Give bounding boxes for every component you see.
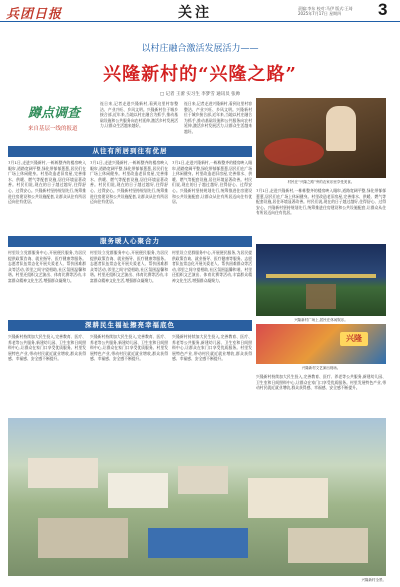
- section-title: 关注: [178, 5, 212, 21]
- section-3-col-3: 兴隆新村持续加大民生投入,完善教育、医疗、养老等公共服务,新建幼儿园、卫生室和日间照料中心,让群众在家门口享受优质服务。村里发展特色产业,带动村民就近就业增收,群众获得感、幸福感、安全感不断提升。: [172, 334, 252, 362]
- caption-4: 兴隆新村全景。: [361, 578, 386, 582]
- section-1-col-3: 7月1日,走进兴隆新村,一栋栋整齐的楼房映入眼帘,道路宽阔平整,绿化带郁郁葱葱,居民们在广场上休闲健身。村里改造老旧房屋,完善排水、供暖、燃气等配套设施,居住环境显著改善。村民们说,现在的日子越过越好,住得舒心、过得安心。兴隆新村坚持规划先行,统筹推进住房建设和公共设施配套,让群众从住有所居迈向住有优居。: [172, 160, 252, 205]
- caption-1: 村民在“兴隆之路”旁的农家乐里享受美食。: [287, 180, 355, 184]
- section-3-col-4: 兴隆新村持续加大民生投入,完善教育、医疗、养老等公共服务,新建幼儿园、卫生室和日间照料中心,让群众在家门口享受优质服务。村里发展特色产业,带动村民就近就业增收,群众获得感、幸福感、安全感不断提升。: [256, 374, 386, 391]
- section-2-col-1: 村里设立党群服务中心,开展便民服务,为居民提供政策咨询、就业指导、医疗健康等服务。志愿者队伍常态化开展关爱老人、帮扶困难群众等活动,邻里之间守望相助,社区氛围温馨和谐。村里还组织文艺演出、体育比赛等活动,丰富群众精神文化生活,增强群众凝聚力。: [8, 250, 86, 283]
- section-3-col-2: 兴隆新村持续加大民生投入,完善教育、医疗、养老等公共服务,新建幼儿园、卫生室和日间照料中心,让群众在家门口享受优质服务。村里发展特色产业,带动村民就近就业增收,群众获得感、幸福感、安全感不断提升。: [90, 334, 168, 362]
- photo-plaza: [256, 244, 386, 316]
- section-2-col-3: 村里设立党群服务中心,开展便民服务,为居民提供政策咨询、就业指导、医疗健康等服务。志愿者队伍常态化开展关爱老人、帮扶困难群众等活动,邻里之间守望相助,社区氛围温馨和谐。村里还组织文艺演出、体育比赛等活动,丰富群众精神文化生活,增强群众凝聚力。: [172, 250, 252, 283]
- page-meta: [298, 6, 370, 16]
- issue-date: 2025年7月17日 星期四: [298, 11, 342, 16]
- editor-credits: 责编:李东 校对:马伊 版式:王琦: [298, 6, 353, 11]
- subhead-1: 从往有所居到往有优居: [8, 146, 252, 157]
- intro-column-2: 连日来,记者走进兴隆新村,看到这里村容整洁、产业兴旺、乡风文明。兴隆新村位于城乡接合部,近年来,当地以村庄融合为抓手,推动基础设施和公共服务向农村延伸,激活乡村发展活力,让群众生活越来越好。: [184, 101, 252, 134]
- subhead-3: 深耕民生福祉擦亮幸福底色: [8, 320, 252, 331]
- page-number: 3: [378, 0, 388, 19]
- intro-column-1: 连日来,记者走进兴隆新村,看到这里村容整洁、产业兴旺、乡风文明。兴隆新村位于城乡接合部,近年来,当地以村庄融合为抓手,推动基础设施和公共服务向农村延伸,激活乡村发展活力,让群众生活越来越好。: [100, 101, 178, 129]
- photo-restaurant: [256, 98, 386, 178]
- section-1-col-4: 7月1日,走进兴隆新村,一栋栋整齐的楼房映入眼帘,道路宽阔平整,绿化带郁郁葱葱,居民们在广场上休闲健身。村里改造老旧房屋,完善排水、供暖、燃气等配套设施,居住环境显著改善。村民们说,现在的日子越过越好,住得舒心、过得安心。兴隆新村坚持规划先行,统筹推进住房建设和公共设施配套,让群众从住有所居迈向住有优居。: [256, 188, 386, 216]
- stamp-subtitle: 来自基层一线的报道: [28, 126, 78, 132]
- caption-2: 兴隆新村广场上,居民在休闲娱乐。: [294, 318, 348, 322]
- photo-performance: [256, 324, 386, 364]
- section-2-col-2: 村里设立党群服务中心,开展便民服务,为居民提供政策咨询、就业指导、医疗健康等服务。志愿者队伍常态化开展关爱老人、帮扶困难群众等活动,邻里之间守望相助,社区氛围温馨和谐。村里还组织文艺演出、体育比赛等活动,丰富群众精神文化生活,增强群众凝聚力。: [90, 250, 168, 283]
- headline-dek: 以村庄融合激活发展活力——: [141, 44, 259, 54]
- subhead-2: 服务暖人心聚合力: [8, 236, 252, 247]
- caption-3: 兴隆新村文艺演出现场。: [301, 366, 341, 370]
- sign-text: 兴隆: [340, 332, 368, 346]
- section-1-col-1: 7月1日,走进兴隆新村,一栋栋整齐的楼房映入眼帘,道路宽阔平整,绿化带郁郁葱葱,居民们在广场上休闲健身。村里改造老旧房屋,完善排水、供暖、燃气等配套设施,居住环境显著改善。村民们说,现在的日子越过越好,住得舒心、过得安心。兴隆新村坚持规划先行,统筹推进住房建设和公共设施配套,让群众从住有所居迈向住有优居。: [8, 160, 86, 205]
- section-1-col-2: 7月1日,走进兴隆新村,一栋栋整齐的楼房映入眼帘,道路宽阔平整,绿化带郁郁葱葱,居民们在广场上休闲健身。村里改造老旧房屋,完善排水、供暖、燃气等配套设施,居住环境显著改善。村民们说,现在的日子越过越好,住得舒心、过得安心。兴隆新村坚持规划先行,统筹推进住房建设和公共设施配套,让群众从住有所居迈向住有优居。: [90, 160, 168, 205]
- headline: 兴隆新村的“兴隆之路”: [103, 64, 297, 85]
- stamp-title: 蹲点调查: [28, 106, 81, 121]
- section-3-col-1: 兴隆新村持续加大民生投入,完善教育、医疗、养老等公共服务,新建幼儿园、卫生室和日间照料中心,让群众在家门口享受优质服务。村里发展特色产业,带动村民就近就业增收,群众获得感、幸福感、安全感不断提升。: [8, 334, 86, 362]
- newspaper-logo: 兵团日报: [6, 7, 63, 22]
- byline: □ 记者 王蕾 实习生 李梦雪 通讯员 张帅: [159, 92, 241, 97]
- column-stamp: [28, 106, 88, 136]
- photo-aerial-village: [8, 418, 386, 576]
